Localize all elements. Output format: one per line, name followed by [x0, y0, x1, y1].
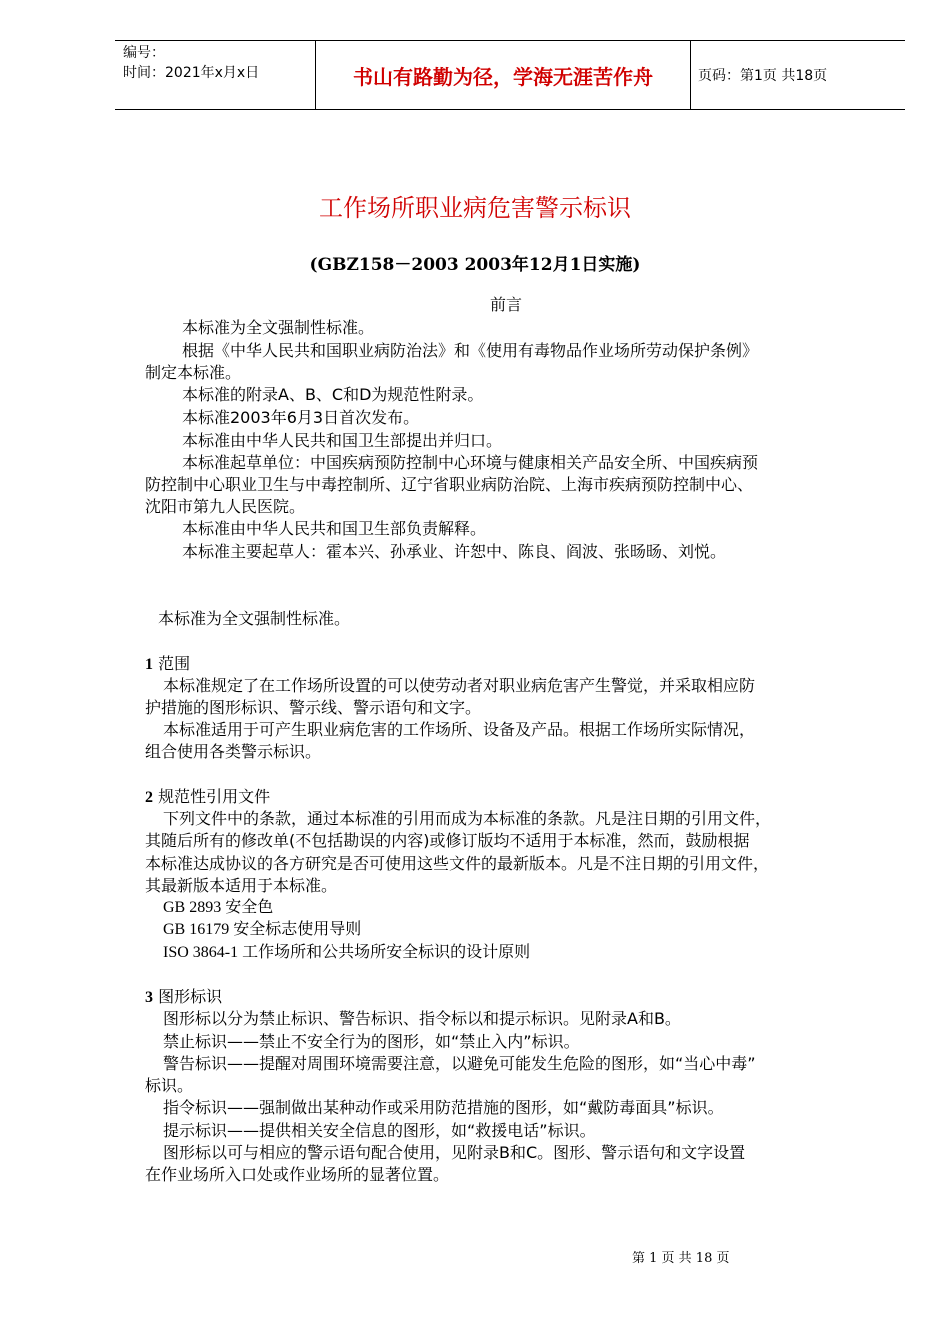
section-line: 指令标识——强制做出某种动作或采用防范措施的图形，如“戴防毒面具”标识。: [163, 1098, 724, 1117]
foreword-heading: 前言: [490, 295, 523, 314]
section-number: 2: [145, 789, 153, 806]
section-heading: [145, 786, 270, 809]
reference-item: GB 2893 安全色: [163, 899, 274, 916]
foreword-line: 本标准由中华人民共和国卫生部提出并归口。: [182, 431, 503, 450]
foreword-line: 本标准的附录A、B、C和D为规范性附录。: [182, 385, 484, 404]
section-title: 规范性引用文件: [158, 787, 271, 806]
section-line: 在作业场所入口处或作业场所的显著位置。: [145, 1165, 450, 1184]
section-line: 护措施的图形标识、警示线、警示语句和文字。: [145, 698, 482, 717]
section-line: 本标准规定了在工作场所设置的可以使劳动者对职业病危害产生警觉，并采取相应防: [163, 676, 756, 695]
header-meta-cell: [123, 41, 315, 109]
reference-item: ISO 3864-1 工作场所和公共场所安全标识的设计原则: [163, 944, 531, 961]
foreword-line: 本标准为全文强制性标准。: [182, 318, 375, 337]
section-line: 其最新版本适用于本标准。: [145, 876, 338, 895]
section-line: 图形标以分为禁止标识、警告标识、指令标以和提示标识。见附录A和B。: [163, 1009, 681, 1028]
section-heading: [145, 653, 190, 676]
section-line: 提示标识——提供相关安全信息的图形，如“救援电话”标识。: [163, 1121, 596, 1140]
foreword-line: 本标准2003年6月3日首次发布。: [182, 408, 420, 427]
mandatory-note: 本标准为全文强制性标准。: [158, 609, 351, 628]
footer-page-number: 第 1 页 共 18 页: [632, 1251, 730, 1266]
section-line: 警告标识——提醒对周围环境需要注意，以避免可能发生危险的图形，如“当心中毒”: [163, 1054, 756, 1073]
serial-label: 编号：: [123, 45, 165, 61]
motto-cell: [315, 41, 691, 109]
section-title: 范围: [158, 654, 191, 673]
document-title: 工作场所职业病危害警示标识: [319, 194, 631, 222]
foreword-line: 沈阳市第九人民医院。: [145, 497, 306, 516]
section-line: 组合使用各类警示标识。: [145, 742, 322, 761]
foreword-line: 防控制中心职业卫生与中毒控制所、辽宁省职业病防治院、上海市疾病预防控制中心、: [145, 475, 754, 494]
foreword-line: 本标准由中华人民共和国卫生部负责解释。: [182, 519, 487, 538]
foreword-line: 根据《中华人民共和国职业病防治法》和《使用有毒物品作业场所劳动保护条例》: [182, 341, 759, 360]
section-line: 其随后所有的修改单(不包括勘误的内容)或修订版均不适用于本标准，然而，鼓励根据: [145, 831, 750, 850]
section-heading: [145, 986, 222, 1009]
section-line: 下列文件中的条款，通过本标准的引用而成为本标准的条款。凡是注日期的引用文件，: [163, 809, 772, 828]
section-number: 3: [145, 989, 153, 1006]
motto-text: 书山有路勤为径，学海无涯苦作舟: [353, 64, 653, 89]
section-line: 禁止标识——禁止不安全行为的图形，如“禁止入内”标识。: [163, 1032, 580, 1051]
section-title: 图形标识: [158, 987, 223, 1006]
document-subtitle: (GBZ158－2003 2003年12月1日实施): [309, 255, 641, 275]
foreword-line: 本标准主要起草人：霍本兴、孙承业、许恕中、陈良、阎波、张旸旸、刘悦。: [182, 542, 727, 561]
section-line: 本标准适用于可产生职业病危害的工作场所、设备及产品。根据工作场所实际情况，: [163, 720, 756, 739]
section-number: 1: [145, 656, 153, 673]
time-label: 时间：2021年x月x日: [123, 65, 260, 81]
section-line: 标识。: [145, 1076, 194, 1095]
section-line: 图形标以可与相应的警示语句配合使用，见附录B和C。图形、警示语句和文字设置: [163, 1143, 746, 1162]
header-table: [115, 40, 905, 110]
page-info: 页码：第1页 共18页: [698, 68, 828, 84]
page-info-cell: [689, 41, 905, 109]
reference-item: GB 16179 安全标志使用导则: [163, 921, 362, 938]
foreword-line: 本标准起草单位：中国疾病预防控制中心环境与健康相关产品安全所、中国疾病预: [182, 453, 759, 472]
section-line: 本标准达成协议的各方研究是否可使用这些文件的最新版本。凡是不注日期的引用文件，: [145, 854, 770, 873]
foreword-line: 制定本标准。: [145, 363, 242, 382]
